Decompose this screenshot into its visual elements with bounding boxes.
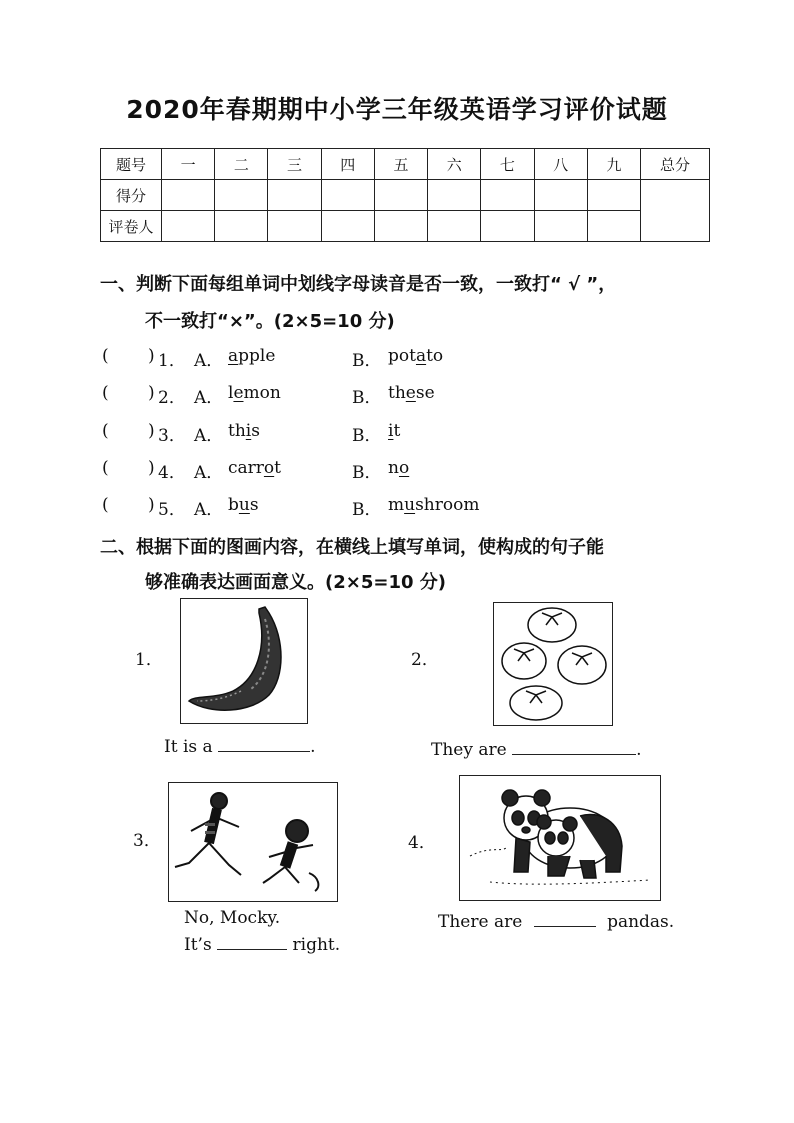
option-b-word [388,458,409,478]
underlined-letter: i [245,421,252,441]
score-table [100,148,710,242]
underlined-letter: e [233,383,244,403]
word-part: shroom [415,495,480,515]
picture-sentence [184,935,340,955]
question-row [102,458,702,482]
underlined-letter: o [263,458,275,478]
sentence-prefix: It is a [164,737,213,757]
sentence-suffix: pandas. [607,912,675,932]
question-number: 1． [158,351,186,371]
option-a-word [228,346,275,366]
section2-instruction: 二、根据下面的图画内容，在横线上填写单词，使构成的句子能 [100,537,604,558]
word-part: b [228,495,239,515]
score-table-row [101,180,710,211]
grader-cell [534,211,587,242]
header-cell: 八 [534,149,587,180]
header-cell: 四 [321,149,374,180]
header-cell: 七 [481,149,534,180]
word-part: t [274,458,282,478]
header-cell: 三 [268,149,321,180]
underlined-letter: a [415,346,427,366]
header-cell: 六 [428,149,481,180]
option-a-word [228,421,260,441]
section1-instruction-cont: 不一致打“×”。(2×5=10 分) [145,311,395,332]
option-a-label: A． [194,388,224,408]
question-number: 4． [158,463,186,483]
option-a-label: A． [194,351,224,371]
word-part: se [415,383,435,403]
answer-paren-open[interactable]: ( [102,383,109,403]
option-b-label: B． [352,388,382,408]
grader-table-row [101,211,710,242]
section1-instruction: 一、判断下面每组单词中划线字母读音是否一致，一致打“ √ ”， [100,274,617,295]
option-b-label: B． [352,463,382,483]
header-cell: 二 [215,149,268,180]
picture-sentence [438,912,674,932]
grader-cell [321,211,374,242]
option-a-label: A． [194,426,224,446]
running-picture [168,782,338,902]
header-cell: 五 [374,149,427,180]
row-label-grader: 评卷人 [101,211,162,242]
row-label-score: 得分 [101,180,162,211]
grader-cell [268,211,321,242]
sentence-prefix: It’s [184,935,212,955]
answer-paren-open[interactable]: ( [102,495,109,515]
underlined-letter: a [228,346,239,366]
grader-cell [215,211,268,242]
option-b-word [388,421,400,441]
answer-paren-close: ) [148,383,155,403]
answer-blank[interactable] [217,935,287,950]
score-cell [268,180,321,211]
word-part: pple [238,346,276,366]
picture-question-number: 1． [135,650,163,670]
answer-paren-open[interactable]: ( [102,346,109,366]
option-a-word [228,458,281,478]
word-part: to [426,346,444,366]
word-part: n [388,458,399,478]
pandas-picture [459,775,661,901]
underlined-letter: u [404,495,416,515]
option-a-word [228,383,281,403]
option-b-label: B． [352,500,382,520]
answer-paren-close: ) [148,458,155,478]
question-row [102,383,702,407]
word-part: s [249,495,259,515]
score-table-header-row [101,149,710,180]
grader-cell [374,211,427,242]
question-number: 2． [158,388,186,408]
sentence-prefix: They are [431,740,507,760]
header-cell-total: 总分 [641,149,710,180]
option-b-word [388,495,479,515]
grader-cell [587,211,640,242]
answer-paren-close: ) [148,346,155,366]
picture-question-number: 2． [411,650,439,670]
picture-sentence [431,740,642,760]
sentence-suffix: . [636,740,642,760]
picture-question-number: 4． [408,833,436,853]
header-cell: 一 [162,149,215,180]
tomatoes-picture [493,602,613,726]
runner-icon [169,783,337,901]
panda-icon [460,776,660,900]
question-row [102,346,702,370]
option-a-label: A． [194,500,224,520]
score-cell [374,180,427,211]
word-part: m [388,495,405,515]
question-number: 5． [158,500,186,520]
picture-sentence-line1: No, Mocky. [184,908,281,928]
banana-picture [180,598,308,724]
sentence-prefix: There are [438,912,523,932]
score-cell [428,180,481,211]
question-number: 3． [158,426,186,446]
underlined-letter: u [238,495,250,515]
option-b-word [388,346,443,366]
underlined-letter: i [388,421,394,441]
underlined-letter: e [405,383,416,403]
word-part: mon [243,383,281,403]
score-cell [215,180,268,211]
underlined-letter: o [398,458,410,478]
word-part: s [251,421,260,441]
option-b-label: B． [352,426,382,446]
answer-blank[interactable] [218,737,310,752]
banana-icon [181,599,307,723]
score-cell [481,180,534,211]
question-row [102,421,702,445]
score-cell [534,180,587,211]
sentence-suffix: . [310,737,316,757]
word-part: t [393,421,401,441]
word-part: th [388,383,406,403]
word-part: l [228,383,234,403]
page-title: 2020年春期期中小学三年级英语学习评价试题 [126,95,668,124]
word-part: carr [228,458,264,478]
total-cell [641,180,710,242]
section2-instruction-cont: 够准确表达画面意义。(2×5=10 分) [145,572,446,593]
option-a-label: A． [194,463,224,483]
option-b-word [388,383,435,403]
header-cell: 九 [587,149,640,180]
score-cell [162,180,215,211]
grader-cell [162,211,215,242]
picture-question-number: 3． [133,831,161,851]
option-a-word [228,495,259,515]
grader-cell [481,211,534,242]
answer-paren-close: ) [148,421,155,441]
sentence-suffix: right. [292,935,341,955]
answer-paren-open[interactable]: ( [102,458,109,478]
answer-blank[interactable] [534,912,596,927]
tomato-icon [494,603,612,725]
answer-paren-close: ) [148,495,155,515]
question-row [102,495,702,519]
word-part: pot [388,346,416,366]
option-b-label: B． [352,351,382,371]
header-cell: 题号 [101,149,162,180]
grader-cell [428,211,481,242]
answer-paren-open[interactable]: ( [102,421,109,441]
score-cell [587,180,640,211]
picture-sentence [164,737,315,757]
score-cell [321,180,374,211]
answer-blank[interactable] [512,740,636,755]
word-part: th [228,421,246,441]
